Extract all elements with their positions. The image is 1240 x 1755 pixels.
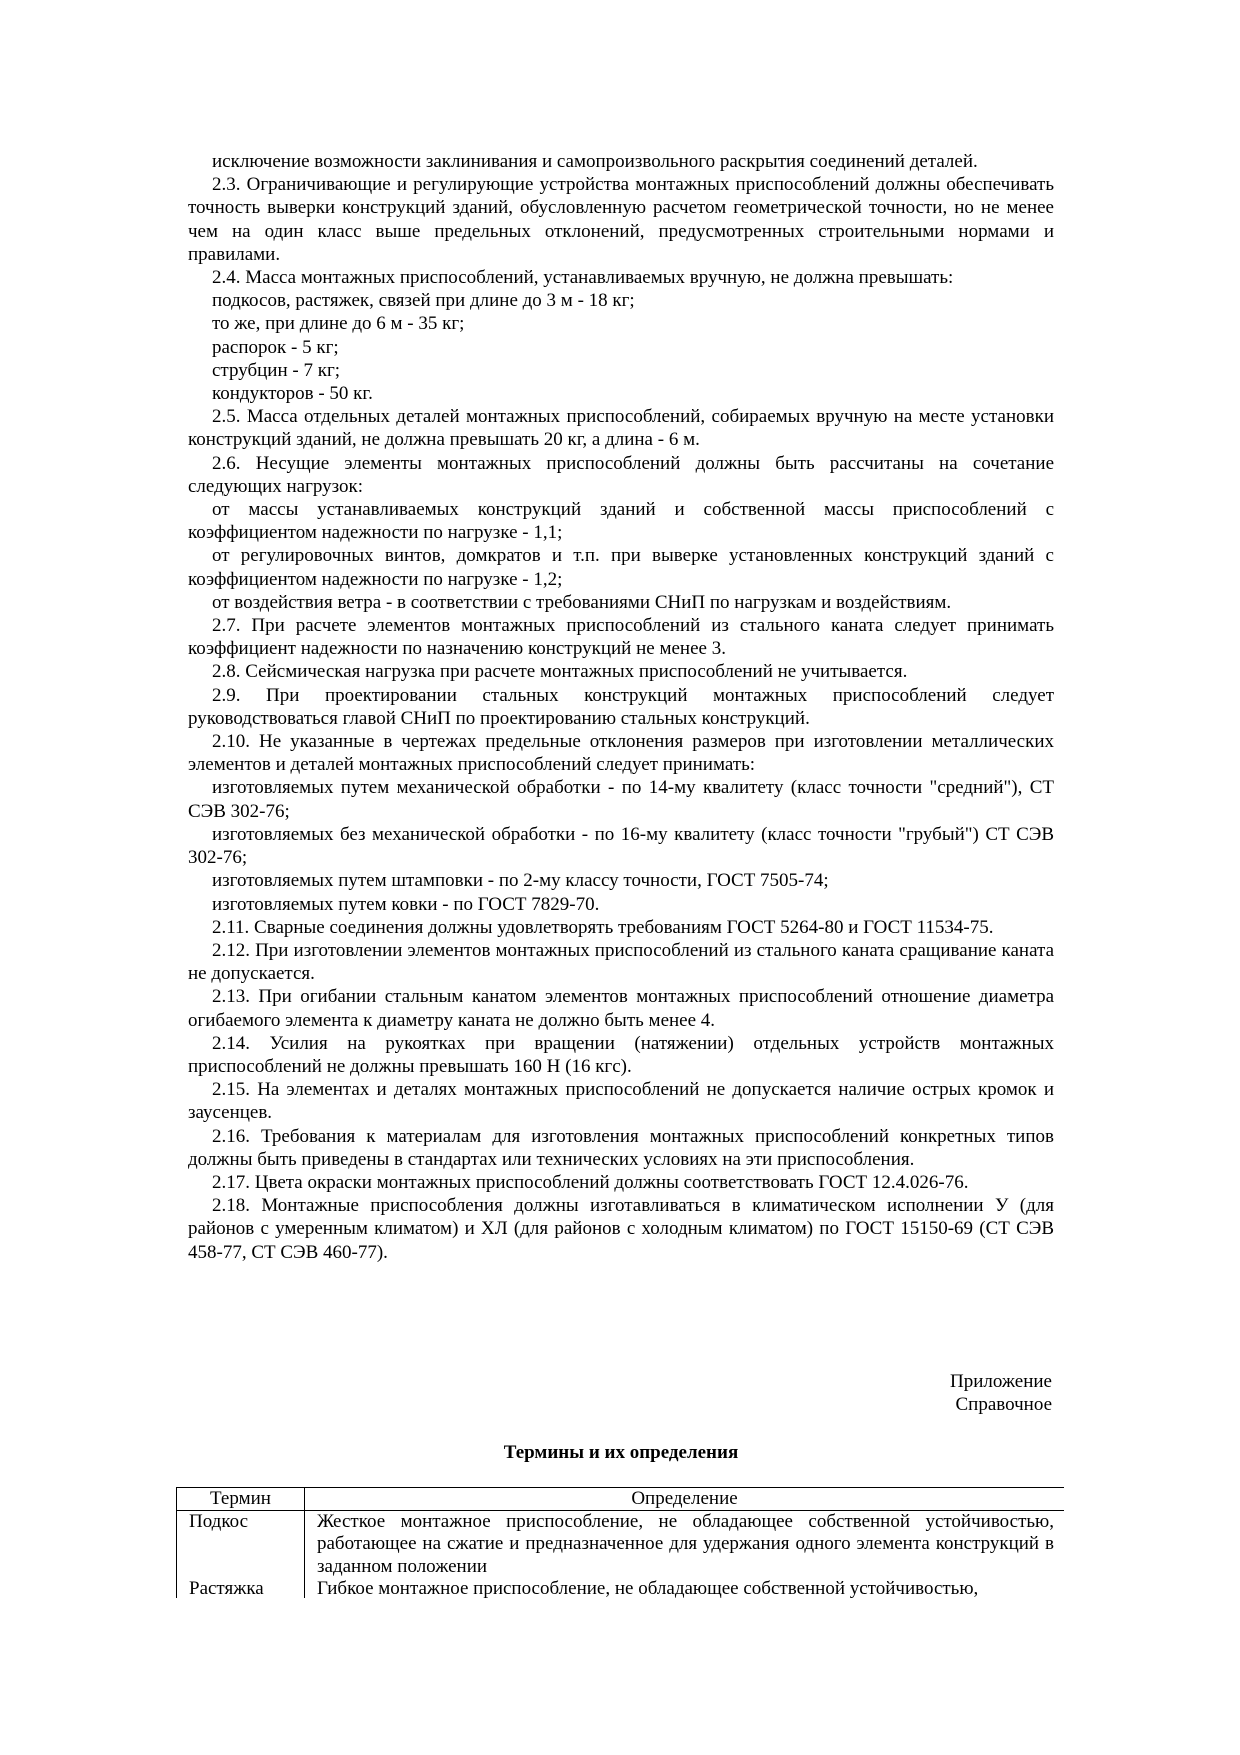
list-item: изготовляемых путем штамповки - по 2-му классу точности, ГОСТ 7505-74;: [212, 870, 829, 892]
column-header-definition: Определение: [305, 1488, 1065, 1511]
definition-cell: Гибкое монтажное приспособление, не обладающее собственной устойчивостью,: [305, 1578, 1065, 1598]
paragraph: 2.15. На элементах и деталях монтажных приспособлений не допускается наличие острых кромок и заусенцев.: [188, 1079, 1054, 1124]
list-item: от массы устанавливаемых конструкций зданий и собственной массы приспособлений с коэффициентом надежности по нагрузке - 1,1;: [188, 499, 1054, 544]
list-item: от воздействия ветра - в соответствии с требованиями СНиП по нагрузкам и воздействиям.: [212, 591, 952, 613]
term-cell: Подкос: [177, 1511, 305, 1578]
list-item: изготовляемых без механической обработки - по 16-му квалитету (класс точности "грубый") СТ СЭВ 302-76;: [188, 823, 1054, 869]
appendix-type: Справочное: [955, 1394, 1052, 1416]
definition-cell: Жесткое монтажное приспособление, не обладающее собственной устойчивостью, работающее на сжатие и предназначенное для удержания одного элемента конструкций в заданном положении: [305, 1511, 1065, 1578]
list-item: от регулировочных винтов, домкратов и т.п. при выверке установленных конструкций зданий с коэффициентом надежности по нагрузке - 1,2;: [188, 545, 1054, 590]
terms-table-container: [176, 1487, 1064, 1598]
list-item: изготовляемых путем механической обработки - по 14-му квалитету (класс точности "средний"), СТ СЭВ 302-76;: [188, 777, 1054, 822]
paragraph: 2.14. Усилия на рукоятках при вращении (натяжении) отдельных устройств монтажных приспособлений не должны превышать 160 Н (16 кгс).: [188, 1032, 1054, 1077]
list-item: струбцин - 7 кг;: [212, 359, 341, 381]
list-item: кондукторов - 50 кг.: [212, 383, 373, 405]
table-row: [177, 1578, 1065, 1598]
terms-table: [176, 1487, 1064, 1598]
paragraph: 2.16. Требования к материалам для изготовления монтажных приспособлений конкретных типов должны быть приведены в стандартах или технических условиях на эти приспособления.: [188, 1125, 1054, 1170]
paragraph: 2.9. При проектировании стальных конструкций монтажных приспособлений следует руководствоваться главой СНиП по проектированию стальных конструкций.: [188, 684, 1054, 729]
paragraph: 2.7. При расчете элементов монтажных приспособлений из стального каната следует принимать коэффициент надежности по назначению конструкций не менее 3.: [188, 615, 1054, 660]
column-header-term: Термин: [177, 1488, 305, 1511]
terms-section-title: Термины и их определения: [503, 1442, 739, 1463]
term-cell: Растяжка: [177, 1578, 305, 1598]
paragraph: исключение возможности заклинивания и самопроизвольного раскрытия соединений деталей.: [212, 151, 978, 172]
list-item: изготовляемых путем ковки - по ГОСТ 7829-70.: [212, 893, 600, 915]
body-text: [188, 150, 1054, 1264]
list-item: то же, при длине до 6 м - 35 кг;: [212, 313, 465, 335]
table-row: [177, 1511, 1065, 1578]
paragraph: 2.17. Цвета окраски монтажных приспособлений должны соответствовать ГОСТ 12.4.026-76.: [212, 1171, 969, 1193]
table-header-row: [177, 1488, 1065, 1511]
paragraph: 2.11. Сварные соединения должны удовлетворять требованиям ГОСТ 5264-80 и ГОСТ 11534-75.: [212, 916, 994, 938]
paragraph: 2.10. Не указанные в чертежах предельные отклонения размеров при изготовлении металлических элементов и деталей монтажных приспособлений следует принимать:: [188, 731, 1054, 776]
paragraph: 2.4. Масса монтажных приспособлений, устанавливаемых вручную, не должна превышать:: [212, 267, 954, 289]
list-item: подкосов, растяжек, связей при длине до 3 м - 18 кг;: [212, 290, 635, 312]
paragraph: 2.18. Монтажные приспособления должны изготавливаться в климатическом исполнении У (для районов с умеренным климатом) и ХЛ (для районов с холодным климатом) по ГОСТ 15150-69 (СТ СЭВ 458-77, СТ СЭВ 460-77).: [188, 1195, 1054, 1263]
paragraph: 2.3. Ограничивающие и регулирующие устройства монтажных приспособлений должны обеспечивать точность выверки конструкций зданий, обусловленную расчетом геометрической точности, но не менее чем на один класс выше предельных отклонений, предусмотренных строительными нормами и правилами.: [188, 174, 1054, 265]
paragraph: 2.13. При огибании стальным канатом элементов монтажных приспособлений отношение диаметра огибаемого элемента к диаметру каната не должно быть менее 4.: [188, 986, 1054, 1031]
appendix-label: Приложение: [950, 1371, 1052, 1392]
paragraph: 2.12. При изготовлении элементов монтажных приспособлений из стального каната сращивание каната не допускается.: [188, 939, 1054, 985]
paragraph: 2.6. Несущие элементы монтажных приспособлений должны быть рассчитаны на сочетание следующих нагрузок:: [188, 452, 1054, 497]
paragraph: 2.5. Масса отдельных деталей монтажных приспособлений, собираемых вручную на месте установки конструкций зданий, не должна превышать 20 кг, а длина - 6 м.: [188, 406, 1054, 451]
appendix-note: [700, 1370, 1052, 1417]
paragraph: 2.8. Сейсмическая нагрузка при расчете монтажных приспособлений не учитывается.: [212, 661, 908, 683]
list-item: распорок - 5 кг;: [212, 336, 339, 358]
